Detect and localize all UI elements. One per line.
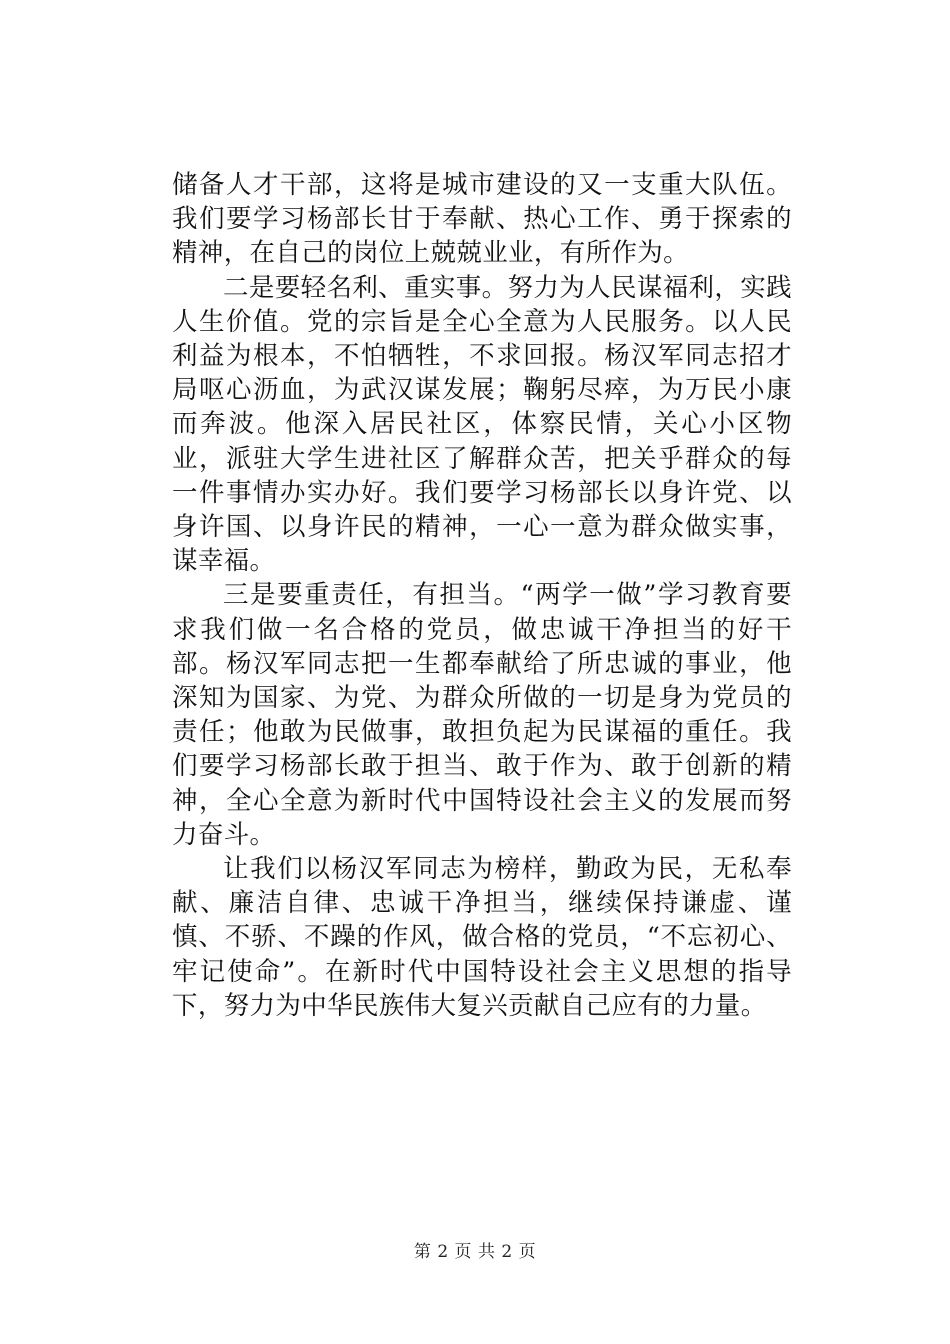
page-number-footer: 第 2 页 共 2 页: [413, 1242, 537, 1262]
paragraph-conclusion: 让我们以杨汉军同志为榜样，勤政为民，无私奉献、廉洁自律、忠诚干净担当，继续保持谦虚、谨慎、不骄、不躁的作风，做合格的党员，“不忘初心、牢记使命”。在新时代中国特设社会主义思想的指导下，努力为中华民族伟大复兴贡献自己应有的力量。: [172, 854, 792, 1021]
paragraph-point-three: 三是要重责任，有担当。“两学一做”学习教育要求我们做一名合格的党员，做忠诚干净担当的好干部。杨汉军同志把一生都奉献给了所忠诚的事业，他深知为国家、为党、为群众所做的一切是身为党员的责任；他敢为民做事，敢担负起为民谋福的重任。我们要学习杨部长敢于担当、敢于作为、敢于创新的精神，全心全意为新时代中国特设社会主义的发展而努力奋斗。: [172, 580, 792, 850]
paragraph-continuation: 储备人才干部，这将是城市建设的又一支重大队伍。我们要学习杨部长甘于奉献、热心工作、勇于探索的精神，在自己的岗位上兢兢业业，有所作为。: [172, 170, 792, 269]
document-body: [172, 168, 792, 1023]
paragraph-point-two: 二是要轻名利、重实事。努力为人民谋福利，实践人生价值。党的宗旨是全心全意为人民服务。以人民利益为根本，不怕牺牲，不求回报。杨汉军同志招才局呕心沥血，为武汉谋发展；鞠躬尽瘁，为万民小康而奔波。他深入居民社区，体察民情，关心小区物业，派驻大学生进社区了解群众苦，把关乎群众的每一件事情办实办好。我们要学习杨部长以身许党、以身许国、以身许民的精神，一心一意为群众做实事，谋幸福。: [172, 272, 792, 577]
